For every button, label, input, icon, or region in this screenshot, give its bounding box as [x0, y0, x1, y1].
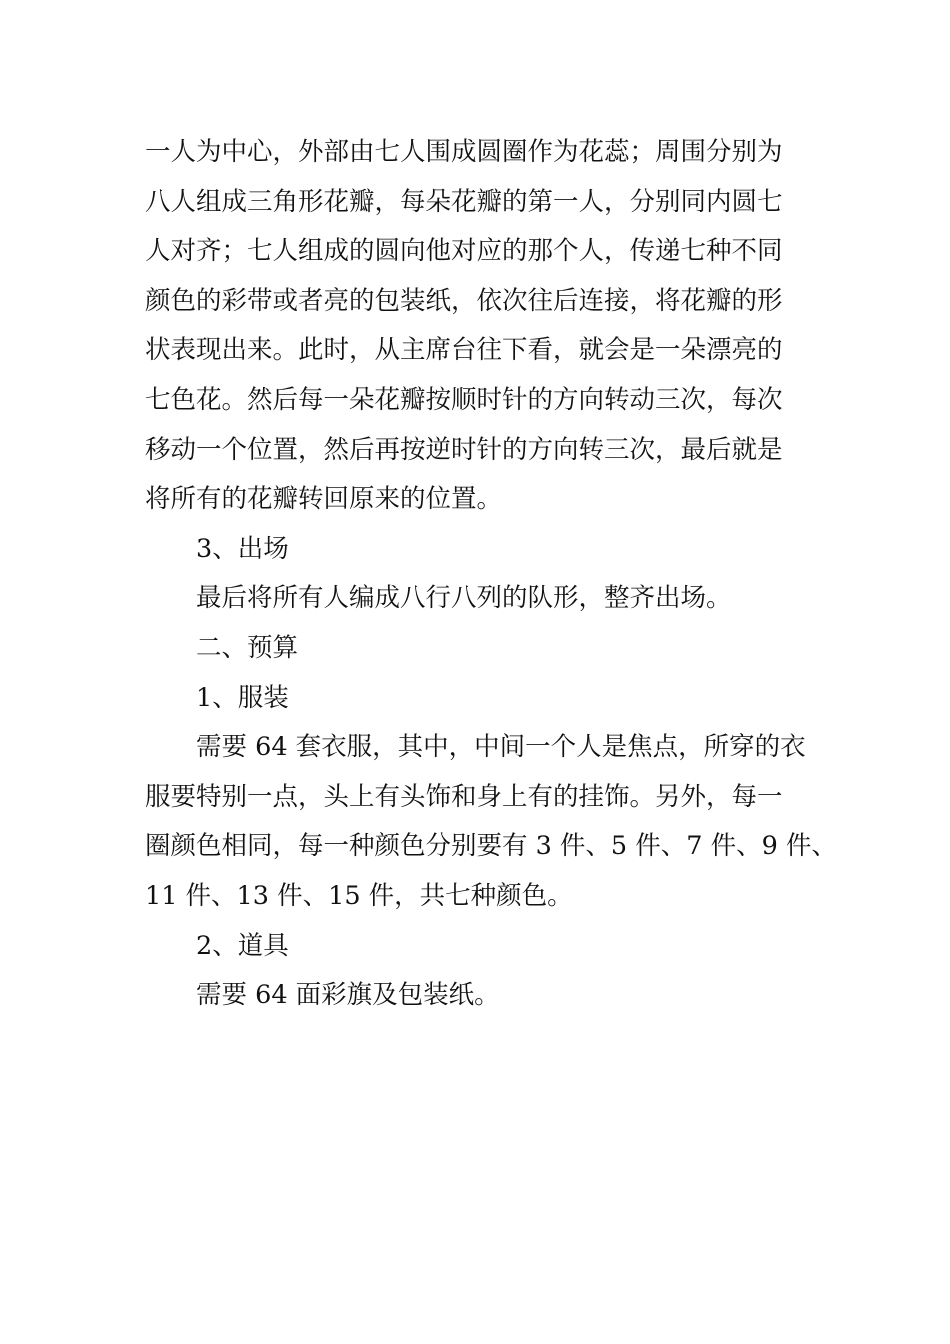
section-heading-budget: 二、预算	[196, 632, 299, 663]
paragraph-line: 一人为中心，外部由七人围成圆圈作为花蕊；周围分别为	[145, 137, 783, 167]
paragraph-line: 人对齐；七人组成的圆向他对应的那个人，传递七种不同	[145, 236, 783, 267]
section-heading-props: 2、道具	[196, 930, 289, 961]
paragraph-line: 状表现出来。此时，从主席台往下看，就会是一朵漂亮的	[145, 335, 783, 366]
paragraph-line: 将所有的花瓣转回原来的位置。	[145, 484, 503, 515]
document-body	[145, 128, 835, 1021]
paragraph-line: 八人组成三角形花瓣，每朵花瓣的第一人，分别同内圆七	[145, 186, 783, 217]
paragraph-line: 需要 64 面彩旗及包装纸。	[196, 980, 500, 1011]
paragraph-line: 移动一个位置，然后再按逆时针的方向转三次，最后就是	[145, 434, 783, 465]
paragraph-line: 需要 64 套衣服，其中，中间一个人是焦点，所穿的衣	[196, 732, 806, 763]
paragraph-line: 最后将所有人编成八行八列的队形，整齐出场。	[196, 583, 732, 614]
section-heading-exit: 3、出场	[196, 533, 289, 564]
paragraph-line: 服要特别一点，头上有头饰和身上有的挂饰。另外，每一	[145, 781, 783, 812]
paragraph-line: 颜色的彩带或者亮的包装纸，依次往后连接，将花瓣的形	[145, 285, 783, 316]
paragraph-line: 七色花。然后每一朵花瓣按顺时针的方向转动三次，每次	[145, 384, 783, 415]
paragraph-line: 圈颜色相同，每一种颜色分别要有 3 件、5 件、7 件、9 件、	[145, 831, 837, 862]
paragraph-line: 11 件、13 件、15 件，共七种颜色。	[145, 880, 573, 911]
section-heading-costume: 1、服装	[196, 682, 289, 713]
